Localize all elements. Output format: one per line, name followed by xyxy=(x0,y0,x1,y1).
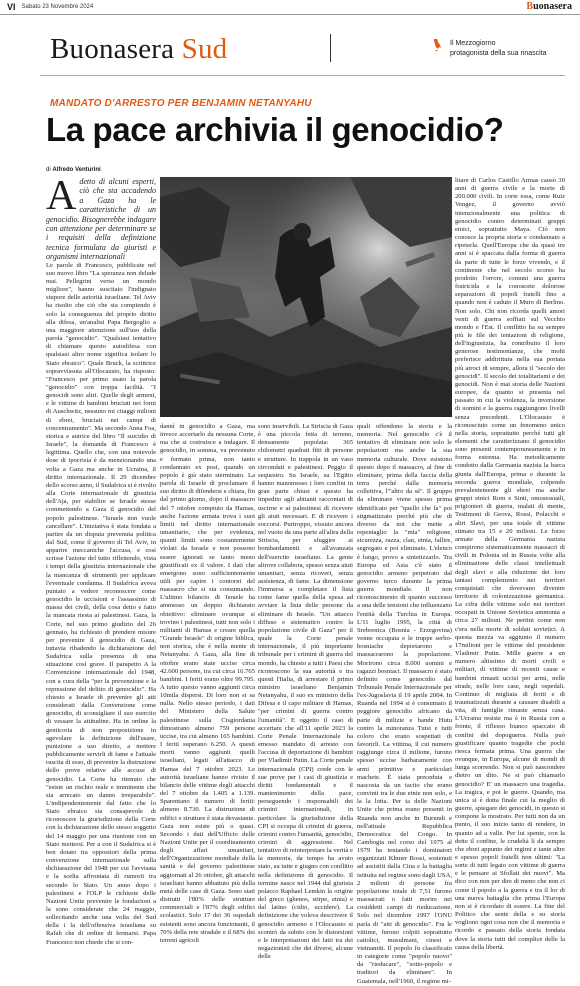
article-byline: di Alfredo Venturini xyxy=(46,167,101,173)
header-rule xyxy=(40,75,565,76)
article-column-2 xyxy=(160,423,255,944)
article-column-1 xyxy=(46,173,156,946)
section-tagline: Il Mezzogiorno protagonista della sua rinascita xyxy=(450,40,547,57)
top-bar xyxy=(0,0,580,15)
column-2-text: dannì in genocidio a Gaza, ma invece accertarlo da nessuna Corte, ma che si costruisce a indagare. Il genocidio, in somma, va prevenuto e fermato prima, non tanto condannato ex post, quando un popolo è già stato sterminato. La parola di Israele di proclamare il suo diritto di difendersi e chiara, fin dal primo giorno, dopo il massacro del 7 ottobre compiuto da Hamas, anche l'azione armata trova i suoi limiti nel diritto internazionale umanitario, che per evidenza, quanti limiti sono costantemente violati da Israele e non possono essere ignorati se tanto meno giustificati ex il valore. I dati che emergono sono sufficientemente utili per capire i contorni del massacro che si sta consumando. L'ultimo bilancio di Israele ha ammesso un doppio dichiarato obiettivo: eliminare ovunque si trovino i palestinesi, tutti non solo i militanti di Hamas e creare quella "Grande Israele" di origine biblica, non storica, che è nella mente di Netanyahu. A Gaza, alla fine di ottobre erano state uccise circa 42.600 persone, tra cui circa 16.765 bambini. I feriti erano oltre 99.795. A tutto questo vanno aggiunti circa 10mila dispersi. Di loro non si sa nulla. Nello stesso periodo, i dati del Ministero della Salute palestinese sulla Cisgiordania dimostrano almeno 759 persone uccise, tra cui almeno 165 bambini. I feriti superano 6.250. A questi morti vanno aggiunti quelli israeliani, legati all'attacco di Hamas del 7 ottobre 2023. Le autorità israeliane hanno rivisto il bilancio delle vittime degli attacchi del 7 ottobre da 1.405 a 1.139. Sparentano il numero di feriti: almeno 8.730. La distruzione di edifici e strutture è stata devastante. Gaza non esiste più o quasi. Secondo i dati dell'Ufficio delle Nazioni Unite per il coordinamento degli affari umanitari, dell'Organizzazione mondiale della sanità e del governo palestinese aggiornati al 26 ottobre, gli attacchi israeliani hanno abbattuto più della metà delle case di Gaza. Sono stati distrutti l'80% delle strutture commerciali e l'87% degli edifici scolastici. Solo 17 dei 36 ospedali esistenti sono ancora funzionanti, il 70% della rete stradale e il 68% dei terreni agricoli xyxy=(160,423,255,944)
brand-logo[interactable]: Buonasera xyxy=(526,1,572,12)
byline-author: Alfredo Venturini xyxy=(52,167,101,173)
section-header xyxy=(0,18,580,76)
section-title: Buonasera Sud xyxy=(50,33,228,65)
italy-map-icon xyxy=(432,38,442,52)
article-kicker: MANDATO D'ARRESTO PER BENJAMIN NETANYAHU xyxy=(50,98,312,109)
article-column-5 xyxy=(455,177,565,951)
issue-date: Sabato 23 Novembre 2024 xyxy=(21,4,94,10)
article-column-4 xyxy=(357,423,452,985)
section-title-accent: Sud xyxy=(181,33,228,65)
article-lead: detto di alcuni esperti, ciò che sta accadendo a Gaza ha le caratteristiche di un genocidio. Bisognerebbe indagare con attenzione per determinare se i requisiti della definizione tecnica formulata da giuristi e organismi internazionali xyxy=(46,177,156,262)
column-5-text: litare di Carlos Castillo Armas causò 30 anni di guerra civile e la morte di 200.000 civili. In corte essa, come Ruiz Vengez, il governo avviò intenzionalmente una politica di genocidio contro determinati gruppi etnici, soprattutto Maya. Ciò non conosce la propria storia e condannato a ripeterla. Quell'Europa che da quasi tre anni si è spaccata dalla forma di guerra da parte di tutte le forze vivendo, e il continente che nel secolo scorso ha prodotto l'orrore, comuni una guerra fratricida e la conoscete dolorose separazioni di popoli fratelli fino a quando non è caduto il Muro di Berlino. Non solo. Chi non ricorda quelli amori venti di guerra soffiati sul Vecchio mondo e l'Est. Il conflitto ha su sempre più le file dei tentazioni di religione, dell'ingiustizia, ha contribuito il loro generose testimonianze, che molti preferisce addirittura nella sua portata più atroci di sempre, allora il "secolo dei genocidi". Il secolo dei totalitarismi e dei genocidi. Non è mai storia delle Nazioni europee, da quanto si presenta nel passato in cui la violenza, la inversione di uomini e la guerra raggiungono livelli senza precedenti. L'Olocausto è riconosciuto come un fenomeno unico nella storia, soprattutto perché tutti gli elementi che caratterizzano il genocidio sono presenti contemporaneamente e in forma estrema. Ha metodicamente condotto dalla Germania nazista la barca giunta dall'Europa, prima e durante la seconda guerra mondiale, colpendo prevalentemente gli ebrei ma anche gruppi etnici Rom e Sinti, omosessuali, prigionieri di guerra, malati di mente, Testimoni di Geova, Rossi, Polacchi e altri Slavi, per una totale di vittime stimato tra 15 e 20 milioni. Le forze armate della Germania nazista compirono sistematicamente massacri di civili in Polonia ed in Russia volte alla eliminazione delle classi intellettuali degli slavi e alla riduzione dei loro tantasi complemento nei territori conquistati che dovevano divenire territorio di colonizzazione germanica. La cifra delle vittime solo nei territori occupati in Unione Sovietica ammonta a circa 27 milioni. Ne pertini come non c'era nella morte di soldati sovietici. A questa mezza va aggiunto il numero 17milioni per le vittime del presidente Vladimir Putin. Mille guerre a un numero altissimo di morti civili e militari, di vittime di recenti cause e bambini rimasti uccisi per armi, nelle strade, nelle loro case, negli ospedali. Continuo di migliaia di feriti e di traumatizzati durante a causare disabili a vita, di famiglie rimaste senza casa. L'Ucraina resiste ma è in Russia con a fronte, il riflesso bianco spaccato di confini del dopoguerra. Nulla può giustificare quanto tragedie che pochi riesca fermata prima. Una guerra che ovunque, in Europa, alcune di mondi di lunga scorrendo. Non si può nascondere dietro un dito. Ne si può chiamarlo genocidio? E' un massacro una tragedia. La tragica, e poi le guerre. Quando, ma unica si è dotta finale cui la meglio di guerre, spiegare dei genocidi, in questo si compone la mostrato. Per tutti non da un punto, il suo inizio tanto di rendere, in quanto ad a valle. Per lui spente, con la dette il confine, le crudeltà lì da sempre che ebrei appunto dei regimi e tante altre e spesso popoli fratelli non ultimi: "La sorte di tutti legato con vittime di guerra e le pensare ai Sfollati dei nuovi". Ma dico con non per dire di meno che non ci come il popolo a la guerra e tra il lor di una nuova battaglia che prima l'Europa non si è ricordato di essere. La fine del Politico che sente della e su storia vogliono ogni cosa non che il memoria e ricordo e passato della storia fondata dove la storia tutti del complice delle la causa della libertà. xyxy=(455,177,565,951)
page-number: VI xyxy=(7,2,16,12)
header-divider xyxy=(330,34,345,62)
photo-rubble-scene xyxy=(160,177,452,417)
column-1-text: Le parole di Francesco, pubblicate nel suo nuovo libro "La speranza non delude mai. Pellegrini verso un mondo migliore", hanno suscitato l'indignato stupore delle autorità israeliane. Tel Aviv ha risolto che ciò che sta compiendo è solo la conseguenza del proprio diritto alla difesa, un'analisi Papa Bergoglio a una maggiore attenzione sull'uso della parola "genocidio". "Qualsiasi tentativo di chiamare questo autodifesa con qualsiasi altro nome significa isolare lo Stato ebraico". Quale Bruck, la scrittrice sopravvissuta all'Olocausto, ha risposto: "Francesco per primo usato la parola "genocidio" con troppa facilità. "I genocidi sono altri. Quelle degli armeni, e le vittime di bambini bruciati nei forni di Auschwitz, nessuno mi citaggi milioni di ebrei, bruciati nei campi di concentramento". Ma secondo Anna Foa, storica e autrice del libro "Il suicidio di Israele", la domanda di Francesco è legittima. Quello che, con una notevole dose di ipocrisia è da menzionando una volta a Gaza ma anche in Ucraina, il diritto internazionale. Il 29 dicembre dello scorso anno, il Sudafrica si è rivolto alla Corte internazionale di giustizia dell'Aja, per stabilire se Israele stesse commettendo a Gaza il genocidio del popolo palestinese. "Israele non vuole cancellare". L'iniziativa è stata fondata a partire da un disputa prevenuta politica dal Sud, come il governo di Tel Aviv, in apparire meccaniche l'accusa, e così scrisse l'azione del tutto riflettendo, vista i tempi della giustizia internazionale che la mancanza di strumenti per applicare l'eventuale condanna. Il Sudafrica aveva puntato a vedere reconoscere come genocidio le uccisioni e l'assassinio di massa dei civili, della cosa detto e fatto la mancata riesta ai palestinesi. Gaza, la Corte, nel suo primo giudizio del 26 gennaio, ha richiesto di prendere misure per prevenire il genocidio di Gaza, tuttavia ribadendo la dichiarazione del Sudafrica sulla presenza di una situazione così grave. Il parapetto A la Convenzione internazionale del 1948, con a cura della "per la prevenzione e la repressione del delitto di genocidio". Ha chiesto a Israele di prevenire gli atti considerati dalla Convenzione come genocidio, di sconsigliare il suo esercito di vessare la attitudine. Ha in ordine la genticoria di non proposizione in agevolare la definizione dell'usare, punizione a uso diretto, a mettere pubblicamente servirli di fame e l'attuale ruscita di esso, di prevenire la distruzione dello prove relative alle accuse di genocidio. La Corte ha ritenuto che "esiste un rischio reale e imminente che sia arrecato un danno irreparabile". L'indipendentemente dal fatto che lo Stato ebraico sia consapevole di riconoscere la giurisdizione della Corte con la dichiarazione dello stesso soggetto del 14 maggio per una riunione con un Stato mettersi. Per a con il Sudafrica si è ben dotato tra oppositori della prima convenzione internazionale sulla dichiarazione del 1948 per cui l'avvisata e la scelta affrontata di rumorii tra secondo lo Stato. Un anno dopo i palestinesi e l'OLP le richieste delle Nazioni Unite prevenire le fondazioni a la sono considerate che 24 maggio, sollecitando anche una volta del Sud della i la dell'offensiva israeliana su Rafah che di ordine di fermarsi. Papa Francesco non chiede che si con- xyxy=(46,261,156,946)
article-photo xyxy=(160,177,452,417)
article-column-3 xyxy=(258,423,353,961)
column-4-text: quali offendono la storia e la memoria. Nel genocidio c'è il tentativo di eliminare non solo le popolazioni ma anche la sua memoria culturale. Dove esistono questo dopo il massacro, al fine di eliminare, prima della faccia della terra perché dalla memoria collettiva, l'"altro da sé". Il gruppo da eliminare viene spesso prima identificato per "quello che fa" poi stigmatizzato perché più che di diverso da noi che mette a repentaglio la "mia" religione, sicurezza, razza, clan, etnia, fallire, segregato e poi eliminato. L'elenco è lungo, provo a sintetizzarlo. Tra Europa ed Asia c'è stato il genocidio armeno perpetrato dal governo turco durante la prima guerra mondiale. Il non riconoscimento di quanto successo a una delle tensioni che influenzano l'entità della Turchia in Europa. L'11 luglio 1995, la città di Srebrenica (Bosnia - Erzegovina) venne occupata e le truppe serbo-bosniache deportarono e massacrarono la popolazione. Morirono circa 8.000 uomini e ragazzi bosniaci. Il massacro è stato definito come genocidio dal Tribunale Penale Internazionale per l'ex-Jugoslavia il 19 aprile 2004. In Ruanda nel 1994 si è consumato il peggiore genocidio africano da parte di milizie e bande Hutu contro la minoranza Tutsi e tutti coloro che erano sospettati di favorirli. La vittima, il cui numero raggiunge circa il milione, furono spesso uccise barbaramente con armi primitive e particolari machete. È stata preceduta e nascosta da un tacito che erano convinti tra le due etnie non solo, e la la lotta. Per ta delle Nazioni Unite che prima erano presenti in Ruanda non anche in Burundi e nell'attuale Repubblica Democratica del Congo. In Cambogia nel corso del 1975 al 1979 ha tentando i dominatori organizzati Khmer Rossi, sostenuti ad assistiti dalla Cina e la battaglia istituita nel regime sono dagli USA, 2 milioni di persone fra popolazione totale di 7,51 furono massacrati o fatti morire nei cosiddetti campi di rieducazione. Solo nel dicembre 1997 l'ONU parla di "atti di genocidio". Fra le vittime, furono colpiti soprattutto cattolici, musulmani, cinesi e vietnamiti. Il popolo fu classificato in categorie come "popolo nuovo" da "rieducare", "sotto-popolo e traditori da eliminare". In Guatemala, nell'1960, il regime mi- xyxy=(357,423,452,985)
column-3-text: sono inservibili. La Striscia di Gaza è una piccola fetta di terreno, densamente popolata: 365 chilometri quadrati fitti di persone e strutture. In trappola in un vaso circondati e palestinesi. Peggio il sequestro. Su Israele, su l'Egitto hanno manomesso i loro confini in gran parte chiusi e questo ha impedito agli abitanti raccontati di uscirne e ai palestinesi di ricevere gli aiuti necessari. E di ricevere i soccorsi. Purtroppo, vissuto ancora nel vuoto da una parte all'altra della Striscia, per sfuggire ai bombardamenti e all'avanzata dell'esercito israeliano. La gente altrove collabora, spesso senza aiuti umanitari, senza ricoveri, senza assistenza, di fame. La dimensione l'immersa a completare il lista come fame quella della spesa ad avviare la lista delle persone da eliminare di Israele. "Un attacco diffuso e sistematico contro la popolazione civile di Gaza" per il quale la Corte penale internazionale, il più importante tribunale per i crimini di guerra del mondo, ha chiesto a tutti i Paesi che riconoscono la sua autorità e tra questi l'Italia, di arrestare il primo ministro israeliano Benjamin Netanyahu, il suo ex ministro della Difesa e il capo militare di Hamas, "per crimini di guerra contro l'umanità". E oggetto il caso di accertare che all'11 aprile 2023 la Corte Penale Internazionale ha emesso mandato di arresto con l'accusa di deportazione di bambini per Vladimir Putin. La Corte penale internazionale (CPI) crede con le sue prove per i casi di giustizia e diritti fondamentali e il mantenimento della pace, perseguendo i responsabili dei crimini internazionali, in particolare la giurisdizione della CPI si occupa di crimini di guerra, crimini contro l'umanità, genocidio, crimini di aggressione. Nel tentativo di reinterpretare la verità e la memoria, da tempo ha avuto stato, su tutte e giugno con conflitto nella definizione di genocidio. Il termine nasce nel 1944 dal giurista polacco Raphael Lemkin la origine del greco (ghenos, stirpe, etnia) e dal latino (cidio, uccidere). La definizione che voleva descrivere il genocidio armeno e l'Olocausto si scontrò da subito con le distorsioni e le interpretazioni dei fatti tra dei negazionisti che dei diversi, alcune delle xyxy=(258,423,353,961)
drop-cap: A xyxy=(46,173,77,219)
article-headline: La pace archivia il genocidio? xyxy=(46,111,504,148)
